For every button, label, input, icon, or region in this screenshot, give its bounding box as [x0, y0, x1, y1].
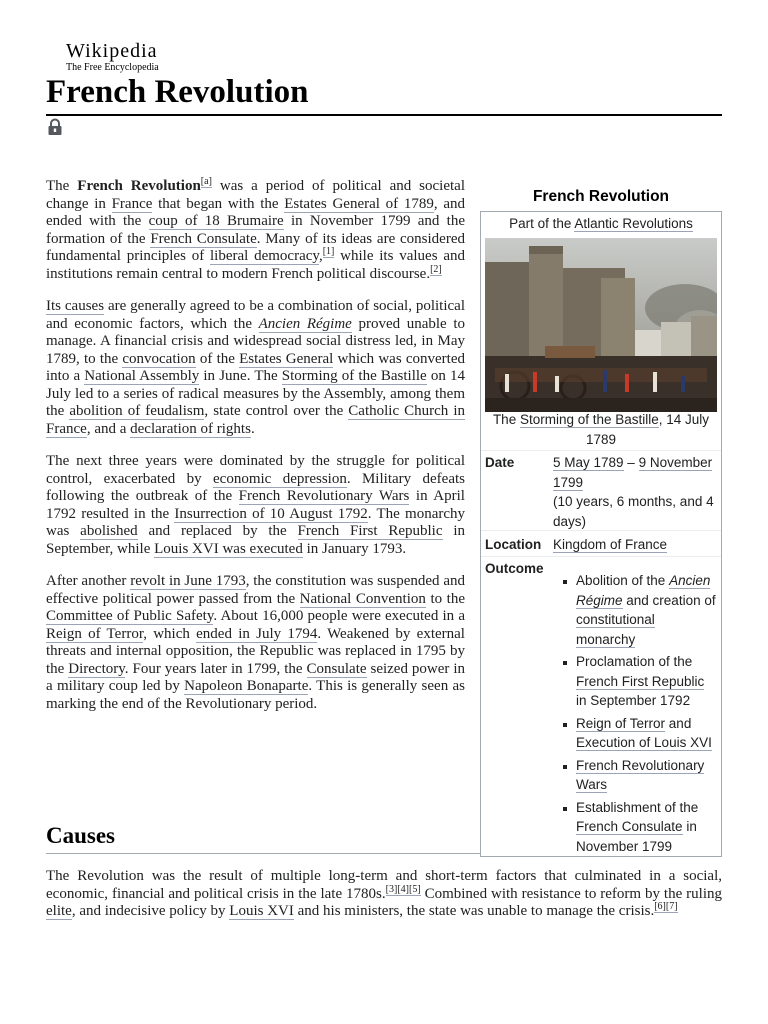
text-run: in September, while — [46, 523, 466, 557]
page-title: French Revolution — [46, 74, 309, 110]
text-run: Establishment of the — [576, 799, 699, 815]
infobox — [480, 211, 722, 857]
reference-superscript — [386, 884, 398, 896]
article-link[interactable]: ended in July 1794 — [196, 625, 318, 642]
outcome-item — [555, 652, 717, 711]
text-run: The next three years were dominated by the struggle for political control, exacerbated by — [46, 453, 465, 487]
article-link[interactable]: abolition of feudalism — [69, 403, 205, 419]
article-link[interactable]: French Revolutionary Wars — [576, 757, 705, 792]
text-run: . This is generally seen as marking the end of the Revolutionary period. — [46, 678, 465, 712]
article-link[interactable]: Estates General of 1789 — [284, 195, 434, 212]
text-run: , state control over the — [204, 403, 349, 419]
text-run: The — [492, 412, 520, 427]
article-link[interactable]: Reign of Terror — [46, 625, 144, 642]
wikipedia-tagline: The Free Encyclopedia — [66, 62, 159, 73]
text-run: , and indecisive policy by — [71, 903, 230, 919]
article-link[interactable]: Estates General — [239, 350, 334, 367]
reference-superscript — [323, 246, 335, 258]
text-run: are generally agreed to be a combination of social, political and economic factors, which the — [46, 298, 466, 332]
text-run: that began with the — [152, 195, 285, 212]
storming-of-the-bastille-painting[interactable] — [485, 238, 717, 412]
reference-link[interactable]: [5] — [408, 883, 421, 895]
text-run: was a period of political and societal change in — [46, 178, 465, 212]
infobox-label-outcome: Outcome — [485, 561, 544, 576]
article-link[interactable]: Atlantic Revolutions — [574, 216, 693, 231]
lock-icon[interactable] — [46, 118, 64, 136]
article-link[interactable]: revolt in June 1793 — [130, 573, 246, 589]
reference-superscript — [397, 884, 409, 896]
text-run: (10 years, 6 months, and 4 days) — [553, 494, 714, 529]
intro-paragraph-3 — [46, 453, 465, 558]
text-run: in June. The — [199, 368, 282, 384]
text-run: . The monarchy was — [46, 505, 466, 539]
text-run: and replaced by the — [137, 523, 298, 539]
article-link[interactable]: 5 May 1789 — [553, 455, 624, 470]
outcome-list — [555, 571, 717, 859]
article-link[interactable]: Its causes — [46, 298, 105, 314]
text-run: in November 1799 — [576, 819, 697, 854]
text-run: and creation of — [622, 592, 716, 608]
reference-link[interactable]: [2] — [430, 263, 442, 275]
wikipedia-logo[interactable] — [66, 40, 159, 74]
reference-superscript — [654, 901, 666, 913]
article-link[interactable]: Louis XVI — [229, 903, 294, 919]
article-link[interactable]: France — [111, 195, 153, 212]
text-run: , and ended with the — [46, 195, 465, 229]
text-run: which was converted into a — [46, 350, 466, 384]
reference-link[interactable]: [7] — [665, 901, 678, 912]
reference-link[interactable]: [6] — [654, 901, 666, 912]
infobox-row-outcome — [481, 556, 721, 855]
text-run: , 14 July 1789 — [585, 412, 710, 447]
text-run: in September 1792 — [576, 693, 691, 708]
outcome-item — [555, 571, 717, 649]
text-run: . About 16,000 people were executed in a — [213, 608, 465, 624]
outcome-item — [555, 714, 717, 753]
infobox-row-location — [481, 530, 721, 557]
article-link[interactable]: coup of 18 Brumaire — [148, 213, 284, 229]
article-link[interactable]: 9 November 1799 — [553, 455, 713, 490]
article-link[interactable]: French Consulate — [150, 230, 257, 247]
text-run: Combined with resistance to reform by the ruling — [420, 885, 722, 902]
infobox-value-location — [553, 535, 719, 555]
text-run: and — [665, 715, 692, 731]
article-link[interactable]: Kingdom of France — [553, 537, 668, 552]
text-run: , — [318, 248, 323, 264]
text-run: to the — [425, 590, 466, 607]
article-link[interactable]: National Convention — [299, 590, 426, 607]
article-link[interactable]: National Assembly — [84, 368, 200, 384]
article-link[interactable]: Reign of Terror — [576, 715, 666, 731]
text-run: – — [623, 455, 639, 470]
reference-superscript — [666, 901, 678, 913]
article-link[interactable]: Ancien Régime — [576, 573, 711, 608]
text-run: . Military defeats following the outbreak of the — [46, 470, 465, 504]
intro-paragraph-2 — [46, 298, 465, 438]
article-link[interactable]: liberal democracy — [210, 248, 319, 264]
text-run: seized power in a military coup led by — [46, 660, 466, 694]
section-heading-causes: Causes — [46, 823, 116, 848]
text-run: , the constitution was suspended and effective political power passed from the — [46, 573, 465, 607]
article-link[interactable]: declaration of rights — [130, 420, 251, 437]
outcome-item — [555, 798, 717, 857]
reference-link[interactable]: [1] — [322, 246, 335, 257]
reference-link[interactable]: [4] — [397, 883, 409, 895]
article-link[interactable]: Consulate — [306, 660, 367, 677]
text-run: . Many of its ideas are considered fundamental principles of — [46, 230, 465, 264]
title-divider — [46, 114, 722, 116]
article-link[interactable]: abolished — [80, 523, 138, 539]
outcome-item — [555, 756, 717, 795]
text-run: Part of the — [509, 216, 575, 231]
article-link[interactable]: French Consulate — [576, 819, 683, 834]
article-link[interactable]: constitutional monarchy — [576, 612, 655, 647]
article-link[interactable]: French First Republic — [576, 673, 705, 689]
text-run: of the — [195, 350, 240, 367]
text-run: , which — [143, 625, 197, 642]
reference-link[interactable]: [3] — [385, 883, 398, 895]
text-run: The — [46, 178, 78, 194]
article-link[interactable]: French Revolutionary Wars — [238, 488, 410, 504]
intro-paragraph-4 — [46, 573, 465, 713]
reference-link[interactable]: [a] — [200, 176, 212, 187]
causes-paragraph — [46, 868, 722, 921]
infobox-image-caption — [487, 410, 715, 449]
article-link[interactable]: Insurrection of 10 August 1792 — [174, 505, 368, 522]
article-link[interactable]: Napoleon Bonaparte — [184, 678, 309, 694]
intro-paragraph-1 — [46, 178, 465, 283]
text-run: After another — [46, 573, 131, 589]
text-run: in November 1799 and the formation of the — [46, 213, 465, 247]
article-link[interactable]: French First Republic — [297, 523, 443, 539]
article-link[interactable]: Catholic Church in France — [46, 403, 465, 437]
text-run: . Four years later in 1799, the — [124, 660, 307, 677]
article-link[interactable]: economic depression — [213, 470, 347, 487]
text-run: on 14 July led to a series of radical measures by the Assembly, among them the — [46, 368, 465, 419]
article-link[interactable]: Execution of Louis XVI — [576, 735, 712, 750]
article-link[interactable]: Louis XVI was executed — [154, 540, 303, 557]
wikipedia-wordmark: Wikipedia — [66, 40, 158, 62]
infobox-subtitle — [481, 214, 721, 234]
infobox-label-date: Date — [485, 455, 515, 470]
article-link[interactable]: Ancien Régime — [258, 315, 352, 332]
infobox-label-location: Location — [485, 537, 542, 552]
reference-superscript — [201, 176, 212, 188]
text-run: Proclamation of the — [576, 654, 693, 669]
text-run: in April 1792 resulted in the — [46, 488, 465, 522]
text-run: and his ministers, the state was unable to manage the crisis. — [293, 903, 655, 919]
text-run: Abolition of the — [576, 573, 670, 588]
text-run: . — [250, 420, 255, 437]
text-run: proved unable to manage. A financial crisis and widespread social distress led, in May 1789, to the — [46, 315, 465, 367]
reference-superscript — [409, 884, 421, 896]
bold-term: French Revolution — [77, 178, 201, 194]
infobox-title: French Revolution — [532, 188, 670, 205]
text-run: The Revolution was the result of multiple long-term and short-term factors that culminated in a social, economic, financial and political crisis in the late 1780s. — [46, 868, 722, 902]
article-link[interactable]: Storming of the Bastille — [281, 368, 427, 384]
text-run: while its values and institutions remain central to modern French political discourse. — [46, 248, 465, 282]
text-run: in January 1793. — [302, 540, 407, 557]
text-run: . Weakened by external threats and internal opposition, the Republic was replaced in 1795 by the — [46, 625, 465, 677]
reference-superscript — [430, 264, 442, 276]
article-link[interactable]: convocation — [122, 350, 196, 367]
article-link[interactable]: Directory — [68, 660, 125, 677]
article-link[interactable]: Storming of the Bastille — [519, 412, 659, 427]
article-intro — [46, 178, 465, 728]
article-link[interactable]: Committee of Public Safety — [46, 608, 214, 624]
infobox-value-date — [553, 453, 719, 531]
text-run: , and a — [86, 420, 131, 437]
article-link[interactable]: elite — [46, 903, 72, 919]
